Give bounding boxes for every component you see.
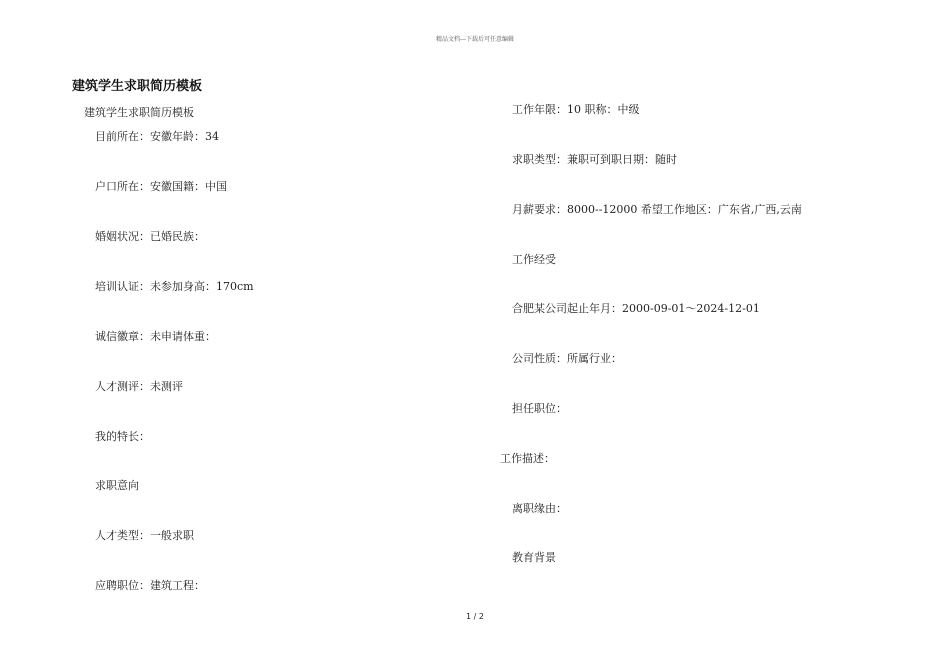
right-line-role: 担任职位：	[512, 402, 567, 415]
right-line-experience-heading: 工作经受	[512, 253, 556, 266]
left-line-job-intent: 求职意向	[95, 479, 139, 492]
right-line-company: 合肥某公司起止年月：2000-09-01～2024-12-01	[512, 302, 760, 315]
right-line-salary: 月薪要求：8000--12000 希望工作地区：广东省,广西,云南	[512, 203, 802, 216]
left-line-location: 目前所在：安徽年龄：34	[95, 130, 219, 143]
right-line-work-description: 工作描述：	[500, 452, 555, 465]
right-line-job-type: 求职类型：兼职可到职日期：随时	[512, 153, 677, 166]
page-number: 1 / 2	[466, 612, 484, 621]
document-title: 建筑学生求职简历模板	[72, 79, 203, 94]
right-line-work-years: 工作年限：10 职称：中级	[512, 103, 640, 116]
left-line-position: 应聘职位：建筑工程：	[95, 579, 205, 592]
right-line-education-heading: 教育背景	[512, 551, 556, 564]
left-line-marital: 婚姻状况：已婚民族：	[95, 230, 205, 243]
left-line-assessment: 人才测评：未测评	[95, 380, 183, 393]
right-line-leave-reason: 离职缘由：	[512, 502, 567, 515]
left-line-hukou: 户口所在：安徽国籍：中国	[95, 180, 227, 193]
left-line-badge: 诚信徽章：未申请体重：	[95, 330, 216, 343]
left-line-specialty: 我的特长：	[95, 430, 150, 443]
header-note: 精品文档---下载后可任意编辑	[435, 36, 515, 43]
right-line-company-nature: 公司性质：所属行业：	[512, 352, 622, 365]
left-line-training: 培训认证：未参加身高：170cm	[95, 280, 254, 293]
left-line-talent-type: 人才类型：一般求职	[95, 529, 194, 542]
document-subtitle: 建筑学生求职简历模板	[84, 106, 194, 119]
